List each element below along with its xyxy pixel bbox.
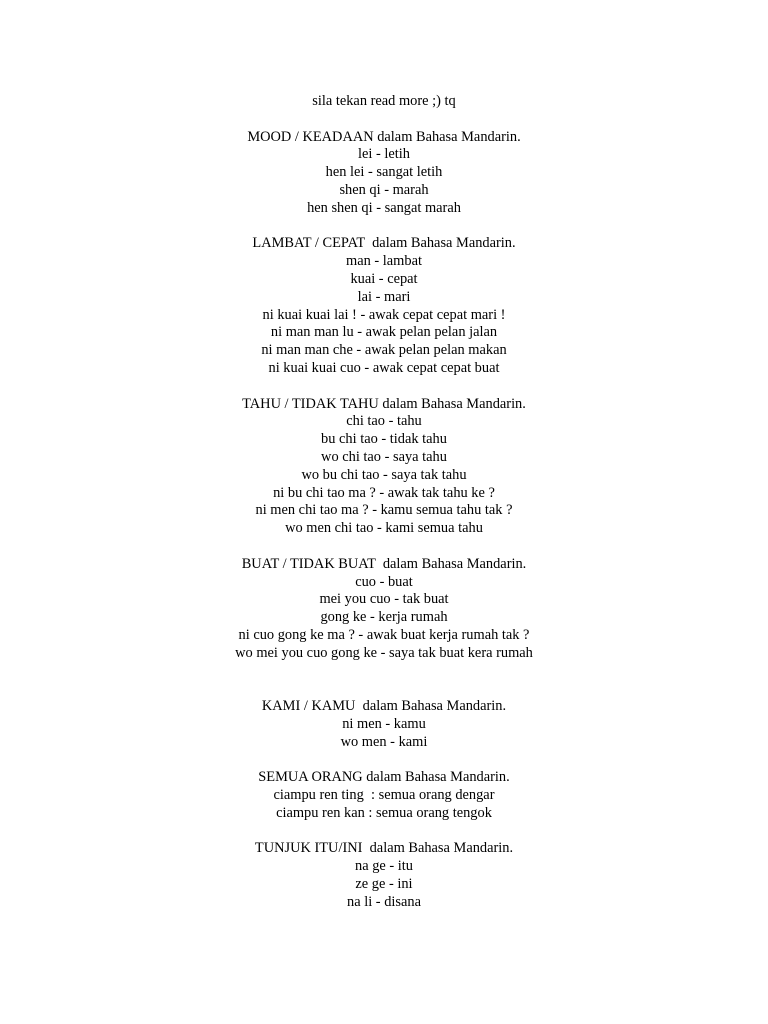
vocab-line: ni kuai kuai lai ! - awak cepat cepat mari ! bbox=[262, 306, 506, 323]
spacer bbox=[0, 378, 768, 396]
section-tahu bbox=[0, 396, 768, 538]
vocab-line: wo chi tao - saya tahu bbox=[321, 448, 447, 465]
section-buat bbox=[0, 556, 768, 663]
section-heading: TAHU / TIDAK TAHU dalam Bahasa Mandarin. bbox=[242, 395, 526, 412]
vocab-line: wo bu chi tao - saya tak tahu bbox=[301, 466, 467, 483]
vocab-line: lai - mari bbox=[357, 288, 411, 305]
section-semua-orang bbox=[0, 769, 768, 822]
vocab-line: ciampu ren ting : semua orang dengar bbox=[273, 787, 495, 804]
spacer bbox=[0, 111, 768, 129]
section-heading: MOOD / KEADAAN dalam Bahasa Mandarin. bbox=[247, 128, 521, 145]
section-heading: SEMUA ORANG dalam Bahasa Mandarin. bbox=[258, 769, 510, 786]
vocab-line: ni cuo gong ke ma ? - awak buat kerja rumah tak ? bbox=[238, 626, 530, 643]
section-heading: BUAT / TIDAK BUAT dalam Bahasa Mandarin. bbox=[241, 555, 527, 572]
vocab-line: ciampu ren kan : semua orang tengok bbox=[276, 804, 492, 821]
vocab-line: bu chi tao - tidak tahu bbox=[321, 431, 447, 448]
vocab-line: na li - disana bbox=[347, 893, 421, 910]
vocab-line: ni bu chi tao ma ? - awak tak tahu ke ? bbox=[273, 484, 495, 501]
vocab-line: mei you cuo - tak buat bbox=[319, 591, 449, 608]
vocab-line: lei - letih bbox=[358, 146, 410, 163]
vocab-line: shen qi - marah bbox=[339, 181, 429, 198]
vocab-line: gong ke - kerja rumah bbox=[320, 609, 448, 626]
intro-text: sila tekan read more ;) tq bbox=[312, 93, 456, 109]
document-page bbox=[0, 93, 768, 912]
vocab-line: hen shen qi - sangat marah bbox=[307, 199, 461, 216]
section-kami-kamu bbox=[0, 698, 768, 751]
spacer bbox=[0, 663, 768, 699]
vocab-line: na ge - itu bbox=[355, 858, 413, 875]
section-tunjuk bbox=[0, 840, 768, 911]
vocab-line: wo mei you cuo gong ke - saya tak buat kera rumah bbox=[235, 644, 533, 661]
spacer bbox=[0, 751, 768, 769]
vocab-line: wo men - kami bbox=[340, 733, 428, 750]
vocab-line: ni kuai kuai cuo - awak cepat cepat buat bbox=[268, 359, 500, 376]
vocab-line: ni man man lu - awak pelan pelan jalan bbox=[270, 324, 498, 341]
section-heading: TUNJUK ITU/INI dalam Bahasa Mandarin. bbox=[254, 840, 514, 857]
vocab-line: wo men chi tao - kami semua tahu bbox=[285, 520, 483, 537]
spacer bbox=[0, 218, 768, 236]
vocab-line: ni men chi tao ma ? - kamu semua tahu tak ? bbox=[255, 502, 513, 519]
section-lambat-cepat bbox=[0, 235, 768, 377]
spacer bbox=[0, 823, 768, 841]
section-heading: LAMBAT / CEPAT dalam Bahasa Mandarin. bbox=[252, 235, 516, 252]
vocab-line: ni man man che - awak pelan pelan makan bbox=[261, 342, 507, 359]
spacer bbox=[0, 538, 768, 556]
vocab-line: cuo - buat bbox=[355, 573, 413, 590]
vocab-line: kuai - cepat bbox=[350, 270, 418, 287]
vocab-line: hen lei - sangat letih bbox=[325, 164, 443, 181]
vocab-line: chi tao - tahu bbox=[346, 413, 422, 430]
section-mood bbox=[0, 129, 768, 218]
vocab-line: ni men - kamu bbox=[342, 715, 426, 732]
vocab-line: ze ge - ini bbox=[355, 876, 413, 893]
section-heading: KAMI / KAMU dalam Bahasa Mandarin. bbox=[261, 698, 507, 715]
vocab-line: man - lambat bbox=[346, 253, 422, 270]
